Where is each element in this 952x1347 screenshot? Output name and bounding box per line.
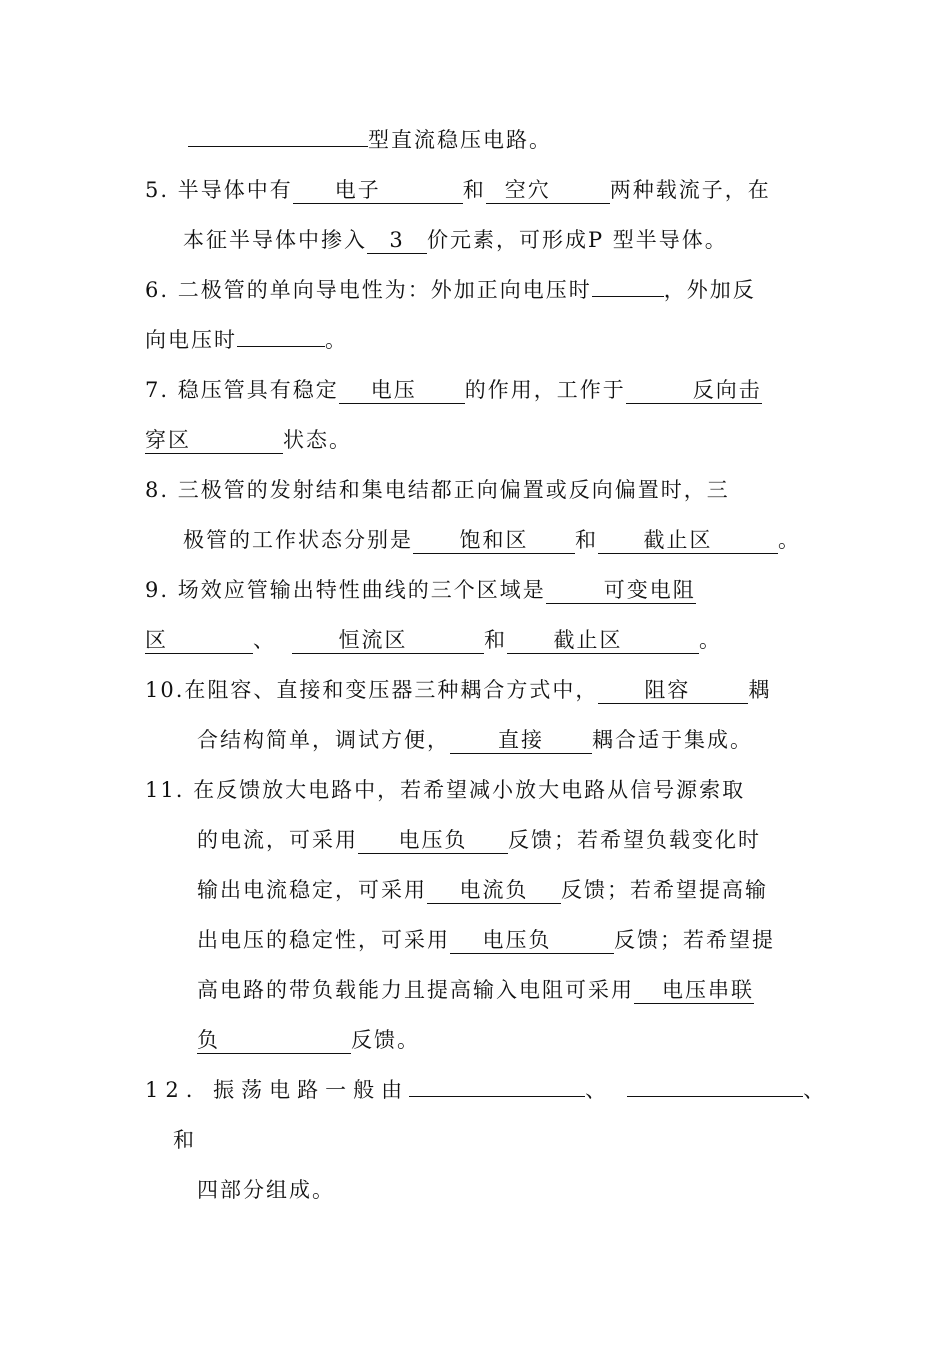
question-10-line-1 <box>145 675 771 705</box>
question-11-line-4 <box>197 925 775 955</box>
text: 振荡电路一般由 <box>213 1078 410 1102</box>
answer-blank <box>634 977 754 1004</box>
text: 两种载流子，在 <box>609 178 771 202</box>
text: 和 <box>484 628 507 652</box>
question-11-line-6 <box>197 1025 420 1055</box>
text: 、 <box>585 1078 614 1102</box>
question-number: 5. <box>145 178 170 202</box>
answer-blank <box>598 527 778 554</box>
answer: 电压负 <box>482 928 552 952</box>
question-6-line-1 <box>145 275 756 305</box>
question-11-line-3 <box>197 875 768 905</box>
answer-blank <box>427 877 561 904</box>
answer-blank <box>367 227 427 254</box>
answer-blank <box>486 177 610 204</box>
text: 型直流稳压电路。 <box>368 128 552 152</box>
text: 的电流，可采用 <box>197 828 358 852</box>
question-number: 7. <box>145 378 170 402</box>
answer: 电压串联 <box>662 978 754 1002</box>
answer: 区 <box>145 628 168 652</box>
text: 出电压的稳定性，可采用 <box>197 928 450 952</box>
text: ，外加反 <box>663 278 756 302</box>
answer-blank <box>145 427 283 454</box>
question-11-line-2 <box>197 825 761 855</box>
answer-blank <box>450 727 592 754</box>
text: 耦 <box>748 678 772 702</box>
answer: 3 <box>389 228 405 252</box>
question-10-line-2 <box>197 725 753 755</box>
answer: 电子 <box>334 178 381 202</box>
question-12-line-2 <box>173 1125 196 1155</box>
answer-blank <box>197 1027 351 1054</box>
answer-blank <box>413 527 575 554</box>
answer-blank <box>409 1096 585 1097</box>
answer: 电流负 <box>459 878 529 902</box>
answer-blank <box>339 377 465 404</box>
text: 在反馈放大电路中，若希望减小放大电路从信号源索取 <box>193 778 746 802</box>
answer: 恒流区 <box>338 628 408 652</box>
text: 四部分组成。 <box>197 1178 335 1202</box>
text: 二极管的单向导电性为：外加正向电压时 <box>177 278 592 302</box>
question-7-line-1 <box>145 375 762 405</box>
text: 价元素，可形成P 型半导体。 <box>427 228 728 252</box>
answer: 穿区 <box>145 428 191 452</box>
text: 场效应管输出特性曲线的三个区域是 <box>177 578 546 602</box>
answer-blank <box>292 627 484 654</box>
answer-blank <box>188 146 368 147</box>
answer: 直接 <box>498 728 544 752</box>
question-12-line-1 <box>145 1075 831 1105</box>
text: 反馈；若希望提 <box>614 928 775 952</box>
text: 反馈。 <box>351 1028 420 1052</box>
answer-blank <box>627 1096 803 1097</box>
answer-blank <box>450 927 614 954</box>
text: 和 <box>462 178 486 202</box>
answer-blank <box>598 677 748 704</box>
answer: 反向击 <box>692 378 762 402</box>
answer: 截止区 <box>553 628 623 652</box>
answer-blank <box>546 577 696 604</box>
answer-blank <box>626 377 762 404</box>
text: 。 <box>325 328 348 352</box>
text: 在阻容、直接和变压器三种耦合方式中， <box>184 678 599 702</box>
text: 的作用，工作于 <box>464 378 626 402</box>
text: 。 <box>699 628 722 652</box>
question-5-line-2 <box>183 225 728 255</box>
line-0 <box>188 125 552 155</box>
answer: 电压负 <box>398 828 468 852</box>
text: 稳压管具有稳定 <box>177 378 339 402</box>
question-7-line-2 <box>145 425 352 455</box>
question-6-line-2 <box>145 325 348 355</box>
question-12-line-3 <box>197 1175 335 1205</box>
question-11-line-1 <box>145 775 745 805</box>
question-number: 10. <box>145 678 185 702</box>
text: 极管的工作状态分别是 <box>183 528 413 552</box>
text: 向电压时 <box>145 328 237 352</box>
answer-blank <box>358 827 508 854</box>
answer: 空穴 <box>504 178 551 202</box>
answer-blank <box>592 296 664 297</box>
text: 高电路的带负载能力且提高输入电阻可采用 <box>197 978 634 1002</box>
text: 和 <box>173 1128 196 1152</box>
text: 反馈；若希望提高输 <box>561 878 768 902</box>
text: 半导体中有 <box>177 178 293 202</box>
question-11-line-5 <box>197 975 754 1005</box>
question-number: 6. <box>145 278 170 302</box>
answer-blank <box>293 177 463 204</box>
question-9-line-1 <box>145 575 696 605</box>
answer-blank <box>507 627 699 654</box>
question-number: 8. <box>145 478 170 502</box>
answer-blank <box>145 627 253 654</box>
answer: 阻容 <box>644 678 691 702</box>
text: 耦合适于集成。 <box>592 728 753 752</box>
text: 反馈；若希望负载变化时 <box>508 828 761 852</box>
text: 三极管的发射结和集电结都正向偏置或反向偏置时，三 <box>177 478 730 502</box>
question-number: 12. <box>145 1078 200 1102</box>
answer: 饱和区 <box>459 528 529 552</box>
text: 输出电流稳定，可采用 <box>197 878 427 902</box>
question-8-line-1 <box>145 475 730 505</box>
answer-blank <box>237 346 325 347</box>
text: 状态。 <box>283 428 352 452</box>
text: 和 <box>575 528 598 552</box>
text: 、 <box>253 628 276 652</box>
question-5-line-1 <box>145 175 771 205</box>
text: 本征半导体中掺入 <box>183 228 367 252</box>
question-8-line-2 <box>183 525 801 555</box>
answer: 电压 <box>370 378 417 402</box>
answer: 可变电阻 <box>603 578 696 602</box>
text: 、 <box>803 1078 832 1102</box>
answer: 负 <box>197 1028 220 1052</box>
answer: 截止区 <box>643 528 713 552</box>
text: 。 <box>778 528 801 552</box>
question-9-line-2 <box>145 625 722 655</box>
question-number: 9. <box>145 578 170 602</box>
question-number: 11. <box>145 778 185 802</box>
text: 合结构简单，调试方便， <box>197 728 450 752</box>
